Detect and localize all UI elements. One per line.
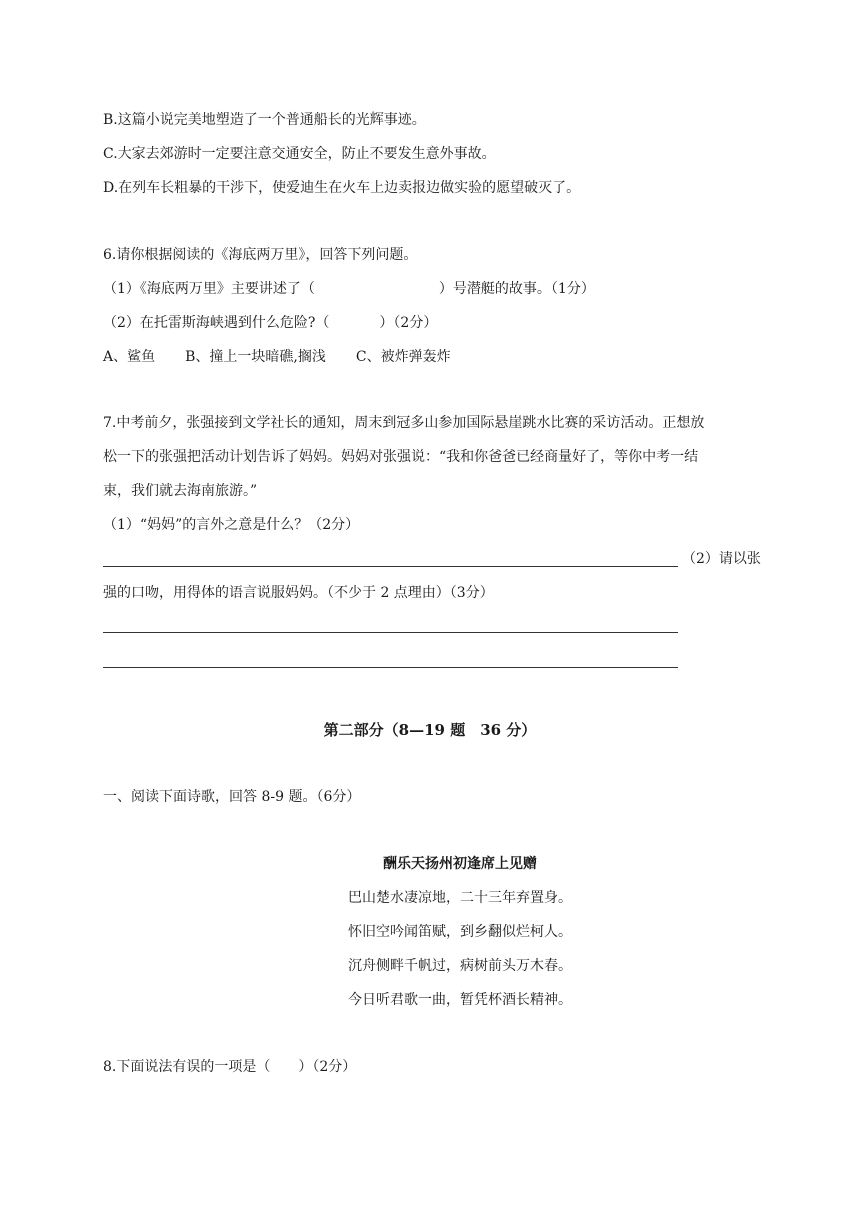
q6-stem: 6.请你根据阅读的《海底两万里》，回答下列问题。 xyxy=(103,247,418,263)
q6-sub1-after: ）号潜艇的故事。（1分） xyxy=(438,281,595,297)
q7-line2: 松一下的张强把活动计划告诉了妈妈。妈妈对张强说：“我和你爸爸已经商量好了，等你中考一结 xyxy=(103,449,699,465)
q6-sub1-before: （1）《海底两万里》主要讲述了（ xyxy=(103,281,315,297)
q6-choices xyxy=(103,347,451,367)
q7-line1: 7.中考前夕，张强接到文学社长的通知，周末到冠多山参加国际悬崖跳水比赛的采访活动。正想放 xyxy=(103,415,705,431)
poem-title: 酬乐天扬州初逢席上见赠 xyxy=(383,856,537,872)
q5-option-c: C.大家去郊游时一定要注意交通安全，防止不要发生意外事故。 xyxy=(103,146,496,162)
q7-sub2-cont: 强的口吻，用得体的语言说服妈妈。（不少于 2 点理由）（3分） xyxy=(103,585,494,601)
poem-line-3: 沉舟侧畔千帆过，病树前头万木春。 xyxy=(348,958,572,974)
q6-sub2-after: ）（2分） xyxy=(379,315,438,331)
q6-sub2-before: （2）在托雷斯海峡遇到什么危险?（ xyxy=(103,315,330,331)
q5-option-d: D.在列车长粗暴的干涉下，使爱迪生在火车上边卖报边做实验的愿望破灭了。 xyxy=(103,180,581,196)
q8-stem: 8.下面说法有误的一项是（ ）（2分） xyxy=(103,1059,357,1075)
q6-choice-a: A、鲨鱼 xyxy=(103,349,156,365)
poem-line-1: 巴山楚水凄凉地，二十三年弃置身。 xyxy=(348,890,572,906)
q7-sub2-start: （2）请以张 xyxy=(682,551,761,567)
q7-sub1: （1）“妈妈”的言外之意是什么？（2分） xyxy=(103,517,360,533)
q7-line3: 束，我们就去海南旅游。” xyxy=(103,483,258,499)
q5-option-b: B.这篇小说完美地塑造了一个普通船长的光辉事迹。 xyxy=(103,112,426,128)
q7-answer-line-3 xyxy=(103,667,678,668)
q6-sub2 xyxy=(103,313,437,333)
poem-line-2: 怀旧空吟闻笛赋，到乡翻似烂柯人。 xyxy=(348,924,572,940)
poem-line-4: 今日听君歌一曲，暂凭杯酒长精神。 xyxy=(348,992,572,1008)
q7-answer-line-2 xyxy=(103,632,678,633)
q6-sub1 xyxy=(103,279,595,299)
q6-choice-b: B、撞上一块暗礁,搁浅 xyxy=(185,349,326,365)
section1-instructions: 一、阅读下面诗歌，回答 8-9 题。（6分） xyxy=(103,789,361,805)
q7-answer-line-1 xyxy=(103,566,678,567)
q6-choice-c: C、被炸弹轰炸 xyxy=(355,349,451,365)
part2-heading: 第二部分（8—19 题 36 分） xyxy=(323,721,537,739)
